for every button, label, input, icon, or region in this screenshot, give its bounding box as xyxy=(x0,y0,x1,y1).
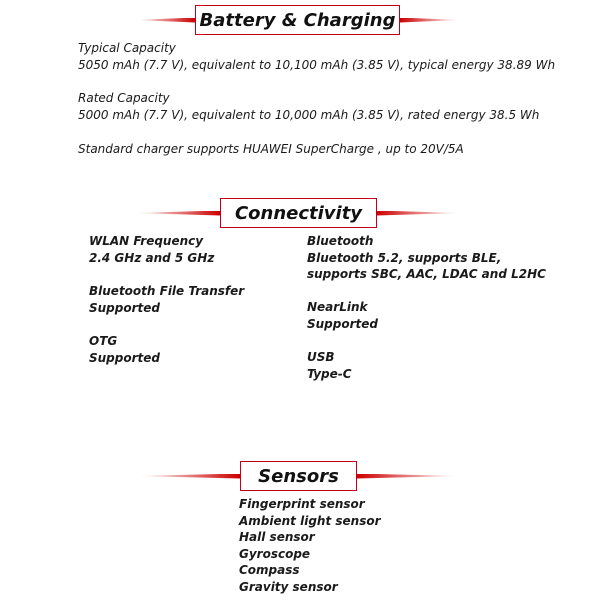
sensor-item: Hall sensor xyxy=(239,530,315,544)
rated-capacity-block xyxy=(78,90,539,123)
charger-info xyxy=(78,141,464,158)
sensor-item: Gravity sensor xyxy=(239,579,338,594)
connectivity-section-header xyxy=(135,198,460,228)
nearlink-label: NearLink xyxy=(307,300,368,314)
connectivity-item-nearlink xyxy=(307,299,378,332)
sensor-item: Ambient light sensor xyxy=(239,513,381,528)
battery-section-title: Battery & Charging xyxy=(195,5,400,35)
header-left-rule xyxy=(137,474,240,479)
header-right-rule xyxy=(377,211,460,216)
nearlink-value: Supported xyxy=(307,316,378,331)
sensor-item: Compass xyxy=(239,563,300,577)
bluetooth-label: Bluetooth xyxy=(307,234,374,248)
sensor-item: Gyroscope xyxy=(239,546,311,561)
bt-file-transfer-label: Bluetooth File Transfer xyxy=(89,284,245,298)
connectivity-section-title: Connectivity xyxy=(220,198,377,228)
connectivity-item-bluetooth xyxy=(307,233,546,283)
rated-capacity-value: 5000 mAh (7.7 V), equivalent to 10,000 mAh (3.85 V), rated energy 38.5 Wh xyxy=(78,107,540,122)
otg-value: Supported xyxy=(89,350,160,365)
sensors-section-title: Sensors xyxy=(240,461,357,491)
connectivity-item-wlan xyxy=(89,233,214,266)
header-right-rule xyxy=(400,18,460,23)
typical-capacity-value: 5050 mAh (7.7 V), equivalent to 10,100 mAh (3.85 V), typical energy 38.89 Wh xyxy=(78,57,556,72)
sensor-item: Fingerprint sensor xyxy=(239,497,365,511)
bluetooth-value-cont: supports SBC, AAC, LDAC and L2HC xyxy=(307,267,546,281)
charger-info-text: Standard charger supports HUAWEI SuperCharge , up to 20V/5A xyxy=(78,142,464,156)
bt-file-transfer-value: Supported xyxy=(89,300,160,315)
bluetooth-value: Bluetooth 5.2, supports BLE, xyxy=(307,250,502,265)
sensors-list xyxy=(239,496,381,595)
battery-section-header xyxy=(135,5,460,35)
header-right-rule xyxy=(357,474,460,479)
typical-capacity-block xyxy=(78,40,555,73)
rated-capacity-label: Rated Capacity xyxy=(78,91,170,105)
usb-value: Type-C xyxy=(307,366,352,381)
connectivity-item-otg xyxy=(89,333,160,366)
wlan-frequency-value: 2.4 GHz and 5 GHz xyxy=(89,250,215,265)
connectivity-item-bt-file-transfer xyxy=(89,283,244,316)
otg-label: OTG xyxy=(89,334,118,348)
header-left-rule xyxy=(135,211,220,216)
sensors-section-header xyxy=(137,461,460,491)
usb-label: USB xyxy=(307,350,335,364)
connectivity-item-usb xyxy=(307,349,352,382)
wlan-frequency-label: WLAN Frequency xyxy=(89,234,204,248)
header-left-rule xyxy=(135,18,195,23)
typical-capacity-label: Typical Capacity xyxy=(78,41,176,55)
